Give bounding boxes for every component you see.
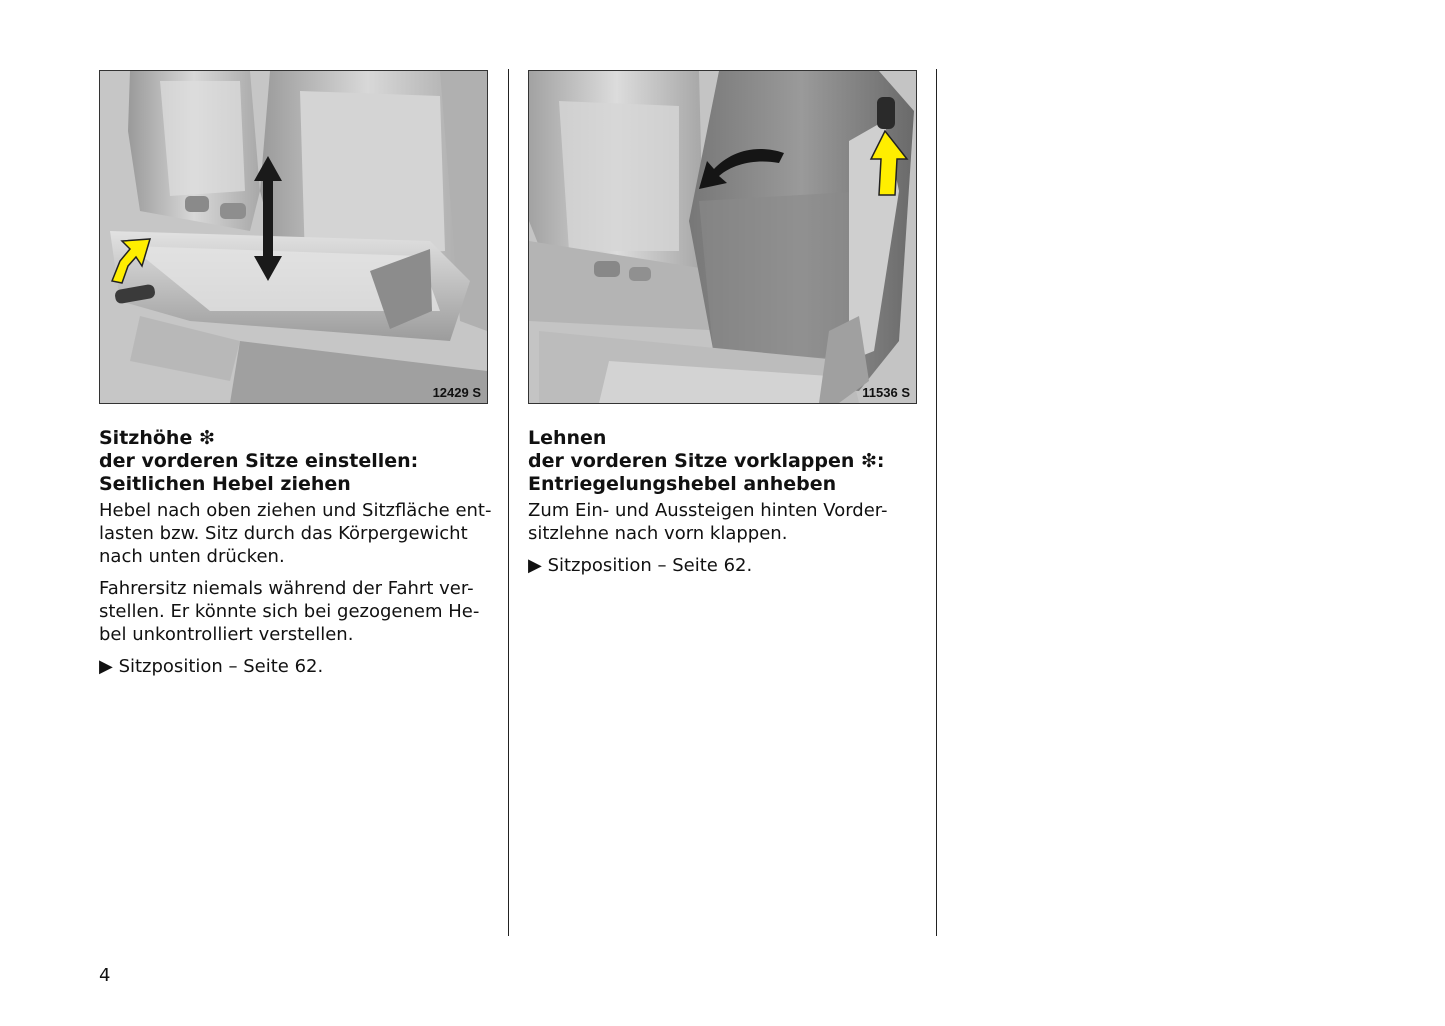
paragraph-line: Zum Ein- und Aussteigen hinten Vorder-: [528, 500, 888, 521]
figure-backrest: [528, 70, 917, 404]
paragraph-line: nach unten drücken.: [99, 546, 285, 567]
page-reference-link[interactable]: ▶ Sitzposition – Seite 62.: [528, 555, 753, 576]
figure-code: 12429 S: [432, 385, 481, 400]
paragraph: [99, 499, 492, 568]
figure-code: 11536 S: [862, 385, 910, 400]
paragraph-line: stellen. Er könnte sich bei gezogenem He-: [99, 601, 480, 622]
heading-line: der vorderen Sitze vorklappen ❇:: [528, 450, 885, 472]
paragraph: [528, 499, 917, 545]
figure-seat-height: [99, 70, 488, 404]
section-heading: [528, 427, 917, 496]
page-number: 4: [99, 965, 111, 986]
column-divider: [936, 69, 937, 936]
paragraph-line: Hebel nach oben ziehen und Sitzfläche ent-: [99, 500, 492, 521]
section-heading: [99, 427, 488, 496]
column-divider: [508, 69, 509, 936]
paragraph-line: Fahrersitz niemals während der Fahrt ver-: [99, 578, 474, 599]
page-reference-link[interactable]: ▶ Sitzposition – Seite 62.: [99, 656, 324, 677]
paragraph: [99, 577, 488, 646]
heading-line: der vorderen Sitze einstellen:: [99, 450, 419, 472]
heading-line: Sitzhöhe ❇: [99, 427, 215, 449]
backrest-illustration: [529, 71, 916, 403]
heading-line: Entriegelungshebel anheben: [528, 473, 837, 495]
seat-height-illustration: [100, 71, 487, 403]
paragraph-line: lasten bzw. Sitz durch das Körpergewicht: [99, 523, 468, 544]
paragraph-line: sitzlehne nach vorn klappen.: [528, 523, 788, 544]
heading-line: Lehnen: [528, 427, 607, 449]
paragraph-line: bel unkontrolliert verstellen.: [99, 624, 354, 645]
heading-line: Seitlichen Hebel ziehen: [99, 473, 351, 495]
